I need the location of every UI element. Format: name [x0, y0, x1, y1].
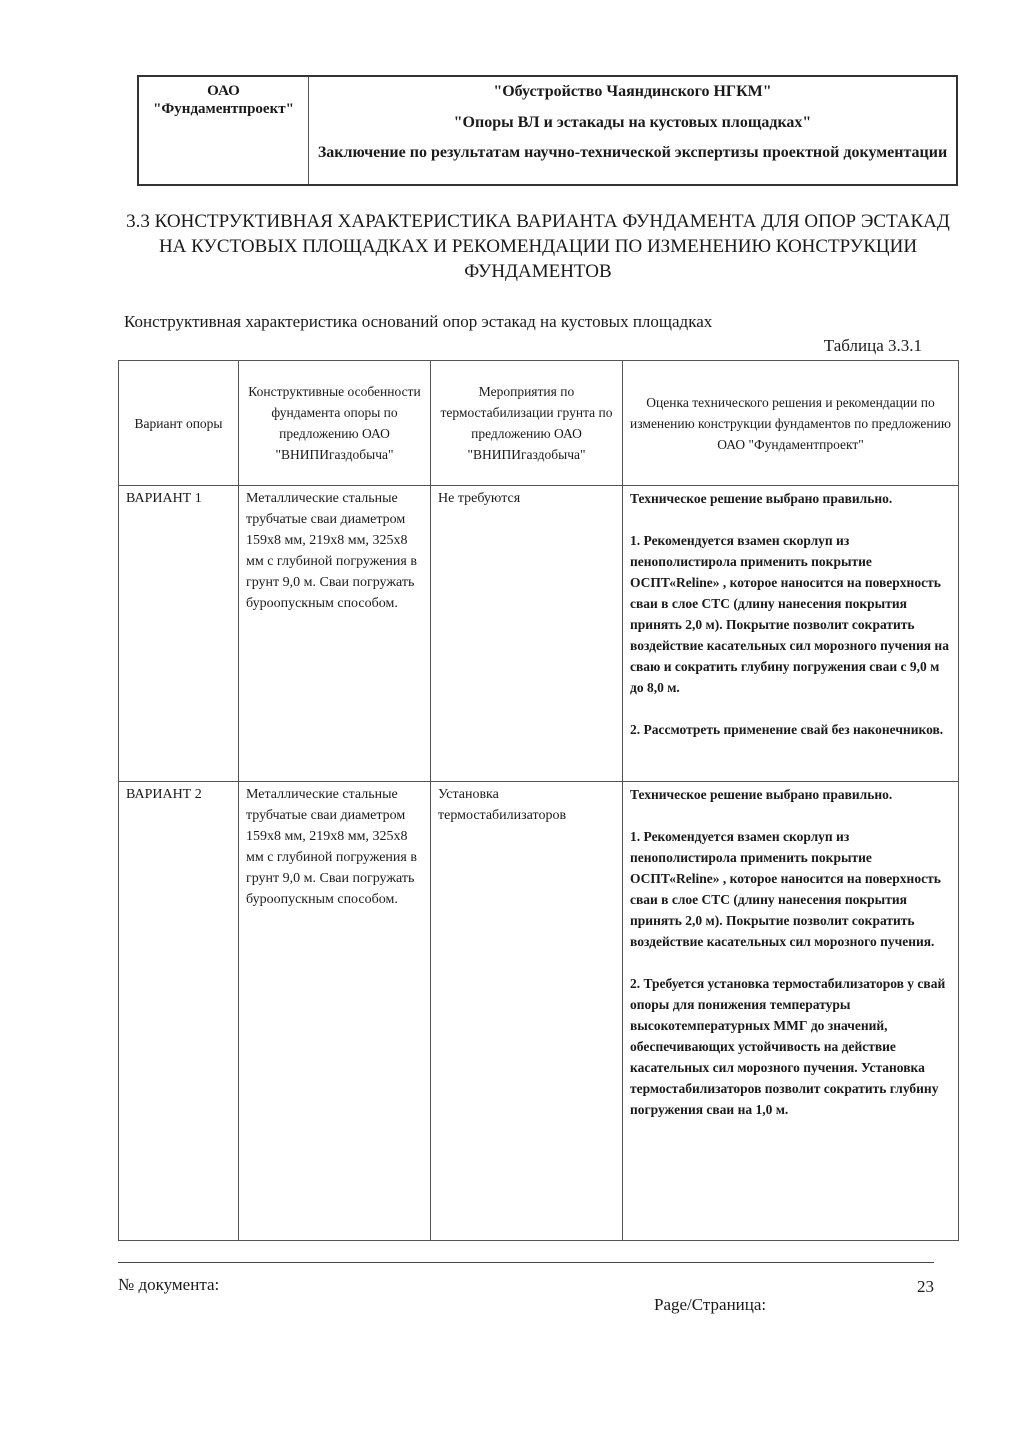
assessment-recommendation-2: 2. Рассмотреть применение свай без наконечников. [630, 722, 944, 737]
project-cell [309, 77, 956, 184]
thermostabilization-cell: Не требуются [431, 486, 623, 782]
footer-divider [118, 1262, 934, 1263]
design-cell: Металлические стальные трубчатые сваи диаметром 159х8 мм, 219х8 мм, 325х8 мм с глубиной погружения в грунт 9,0 м. Сваи погружать буроопускным способом. [239, 486, 431, 782]
table-row [119, 782, 959, 1241]
object-name: "Опоры ВЛ и эстакады на кустовых площадках" [453, 114, 812, 131]
page-label: Page/Страница: [654, 1295, 767, 1314]
assessment-recommendation-1: 1. Рекомендуется взамен скорлуп из пенополистирола применить покрытие ОСПТ«Reline» , которое наносится на поверхность сваи в слое СТС (длину нанесения покрытия принять 2,0 м). Покрытие позволит сократить воздействие касательных сил морозного пучения на сваю и сократить глубину погружения сваи с 9,0 м до 8,0 м. [630, 533, 949, 695]
foundation-variants-table [118, 360, 959, 1241]
assessment-recommendation-1: 1. Рекомендуется взамен скорлуп из пенополистирола применить покрытие ОСПТ«Reline» , которое наносится на поверхность сваи в слое СТС (длину нанесения покрытия принять 2,0 м). Покрытие позволит сократить воздействие касательных сил морозного пучения. [630, 829, 941, 949]
section-title: 3.3 КОНСТРУКТИВНАЯ ХАРАКТЕРИСТИКА ВАРИАНТА ФУНДАМЕНТА ДЛЯ ОПОР ЭСТАКАД НА КУСТОВЫХ ПЛОЩАДКАХ И РЕКОМЕНДАЦИИ ПО ИЗМЕНЕНИЮ КОНСТРУКЦИИ ФУНДАМЕНТОВ [126, 211, 950, 282]
variant-cell: ВАРИАНТ 2 [119, 782, 239, 1241]
organization-name: "Фундаментпроект" [153, 101, 294, 117]
document-number-label: № документа: [118, 1275, 220, 1294]
assessment-cell [623, 486, 959, 782]
assessment-verdict: Техническое решение выбрано правильно. [630, 491, 893, 506]
column-header-assessment: Оценка технического решения и рекомендации по изменению конструкции фундаментов по предложению ОАО "Фундаментпроект" [623, 361, 959, 486]
organization-type: ОАО [207, 83, 240, 99]
page-number: 23 [917, 1277, 934, 1296]
assessment-cell [623, 782, 959, 1241]
column-header-design: Конструктивные особенности фундамента опоры по предложению ОАО "ВНИПИгаздобыча" [239, 361, 431, 486]
table-header-row [119, 361, 959, 486]
table-caption: Конструктивная характеристика оснований опор эстакад на кустовых площадках [124, 312, 713, 331]
column-header-thermostabilization: Мероприятия по термостабилизации грунта по предложению ОАО "ВНИПИгаздобыча" [431, 361, 623, 486]
thermostabilization-cell: Установка термостабилизаторов [431, 782, 623, 1241]
column-header-variant: Вариант опоры [119, 361, 239, 486]
variant-cell: ВАРИАНТ 1 [119, 486, 239, 782]
design-cell: Металлические стальные трубчатые сваи диаметром 159х8 мм, 219х8 мм, 325х8 мм с глубиной погружения в грунт 9,0 м. Сваи погружать буроопускным способом. [239, 782, 431, 1241]
project-name: "Обустройство Чаяндинского НГКМ" [493, 83, 772, 100]
assessment-recommendation-2: 2. Требуется установка термостабилизаторов у свай опоры для понижения температуры высокотемпературных ММГ до значений, обеспечивающих устойчивость на действие касательных сил морозного пучения. Установка термостабилизаторов позволит сократить глубину погружения сваи на 1,0 м. [630, 976, 946, 1117]
organization-cell [139, 77, 309, 184]
assessment-verdict: Техническое решение выбрано правильно. [630, 787, 893, 802]
table-number: Таблица 3.3.1 [823, 336, 922, 355]
document-title: Заключение по результатам научно-технической экспертизы проектной документации [317, 144, 948, 161]
document-header [137, 75, 958, 186]
table-row [119, 486, 959, 782]
